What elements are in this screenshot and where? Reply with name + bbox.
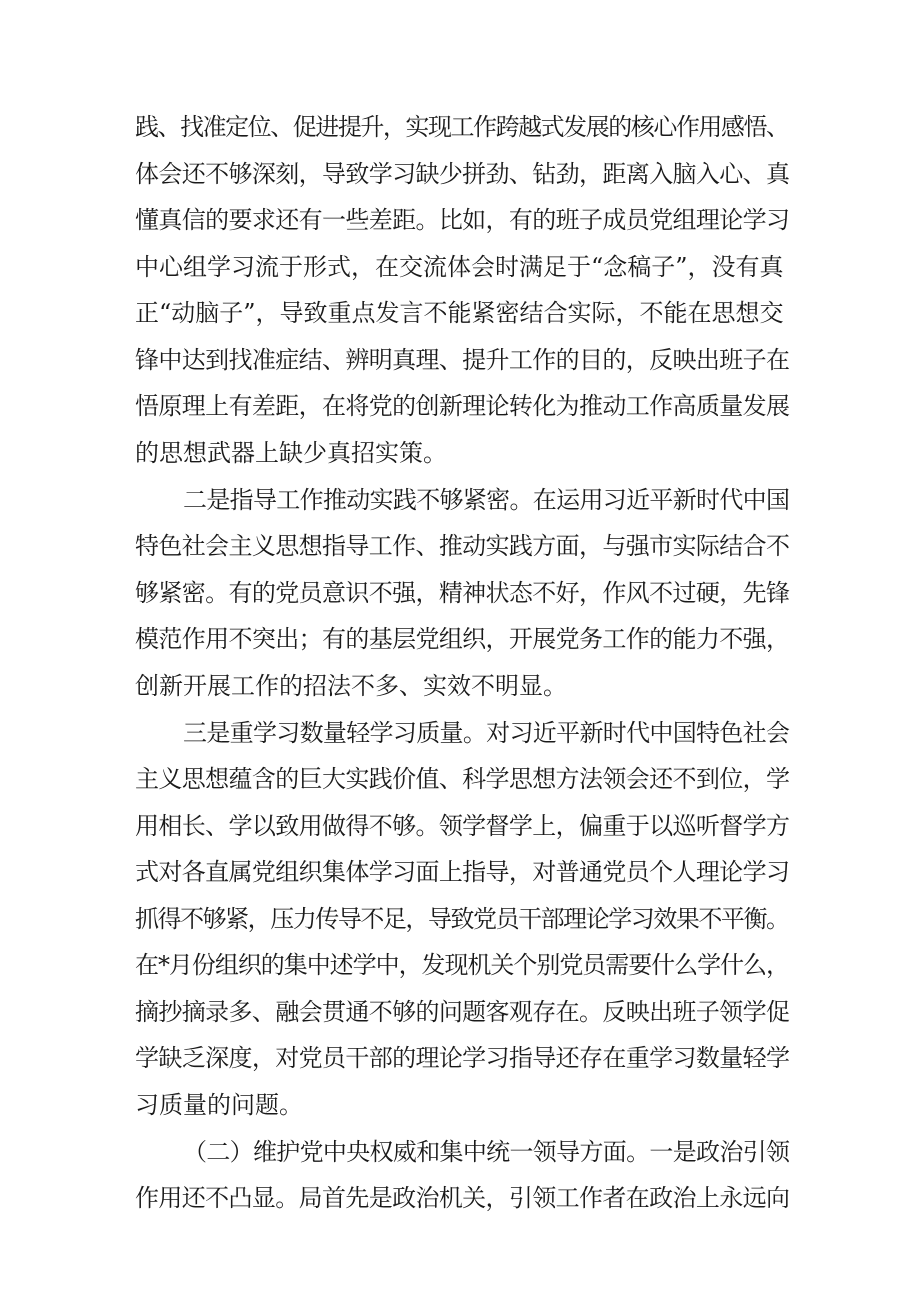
text-line: （二）维护党中央权威和集中统一领导方面。一是政治引领 <box>183 1138 790 1166</box>
text-line: 悟原理上有差距，在将党的创新理论转化为推动工作高质量发展 <box>135 392 790 420</box>
text-line: 摘抄摘录多、融会贯通不够的问题客观存在。反映出班子领学促 <box>135 998 790 1026</box>
text-line: 体会还不够深刻，导致学习缺少拼劲、钻劲，距离入脑入心、真 <box>135 160 790 188</box>
text-line: 三是重学习数量轻学习质量。对习近平新时代中国特色社会 <box>183 719 790 747</box>
text-line: 抓得不够紧，压力传导不足，导致党员干部理论学习效果不平衡。 <box>135 905 789 933</box>
text-line: 作用还不凸显。局首先是政治机关，引领工作者在政治上永远向 <box>135 1184 790 1212</box>
text-line: 锋中达到找准症结、辨明真理、提升工作的目的，反映出班子在 <box>135 346 790 374</box>
text-line: 用相长、学以致用做得不够。领学督学上，偏重于以巡听督学方 <box>135 812 790 840</box>
text-line: 主义思想蕴含的巨大实践价值、科学思想方法领会还不到位，学 <box>135 765 790 793</box>
text-line: 特色社会主义思想指导工作、推动实践方面，与强市实际结合不 <box>135 532 790 560</box>
text-line: 习质量的问题。 <box>135 1091 303 1119</box>
text-line: 创新开展工作的招法不多、实效不明显。 <box>135 672 567 700</box>
text-line: 践、找准定位、促进提升，实现工作跨越式发展的核心作用感悟、 <box>135 113 789 141</box>
text-line: 模范作用不突出；有的基层党组织，开展党务工作的能力不强， <box>135 625 790 653</box>
text-line: 懂真信的要求还有一些差距。比如，有的班子成员党组理论学习 <box>135 206 790 234</box>
text-line: 的思想武器上缺少真招实策。 <box>135 439 447 467</box>
text-line: 式对各直属党组织集体学习面上指导，对普通党员个人理论学习 <box>135 858 790 886</box>
text-line: 学缺乏深度，对党员干部的理论学习指导还存在重学习数量轻学 <box>135 1044 790 1072</box>
text-line: 中心组学习流于形式，在交流体会时满足于“念稿子”，没有真 <box>135 253 784 281</box>
text-line: 正“动脑子”，导致重点发言不能紧密结合实际，不能在思想交 <box>135 299 784 327</box>
text-line: 在*月份组织的集中述学中，发现机关个别党员需要什么学什么， <box>135 951 789 979</box>
text-line: 够紧密。有的党员意识不强，精神状态不好，作风不过硬，先锋 <box>135 579 790 607</box>
text-line: 二是指导工作推动实践不够紧密。在运用习近平新时代中国 <box>183 486 790 514</box>
